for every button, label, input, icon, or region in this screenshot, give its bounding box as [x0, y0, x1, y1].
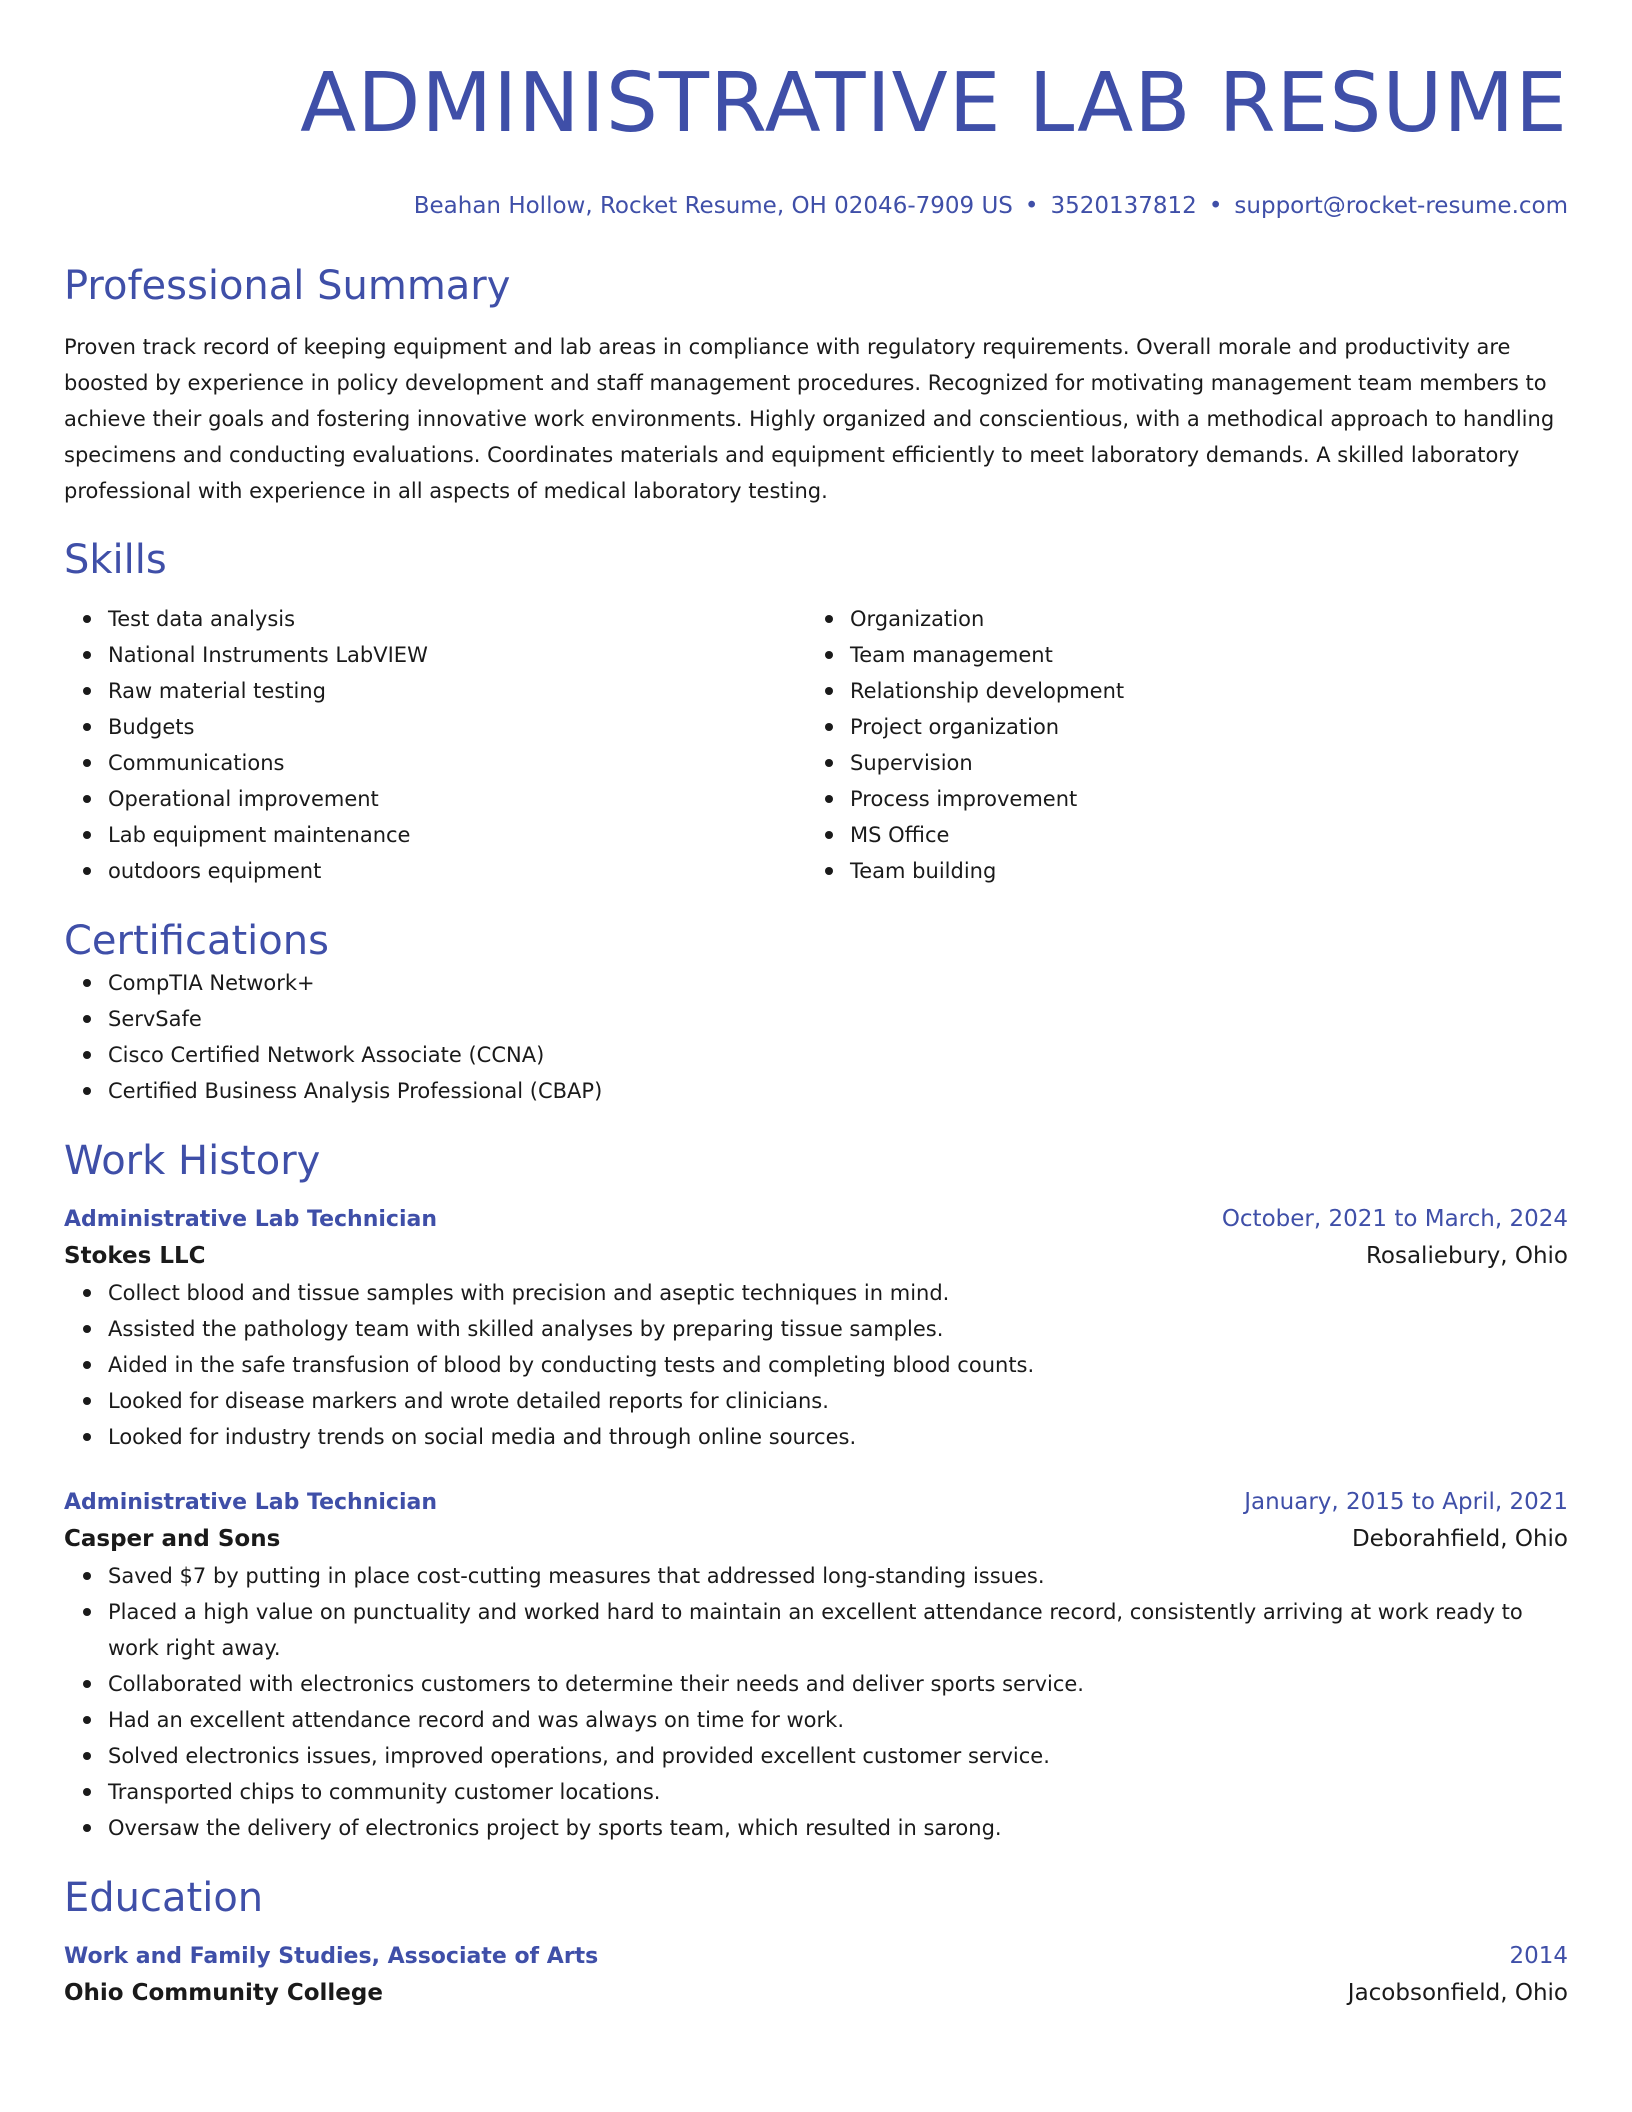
job-entry	[64, 1485, 1568, 1846]
skill-item: Test data analysis	[108, 601, 806, 637]
certification-item: CompTIA Network+	[108, 965, 1568, 1001]
job-title: Administrative Lab Technician	[64, 1207, 438, 1232]
education-school-row	[64, 1974, 1568, 2012]
summary-text: Proven track record of keeping equipment and lab areas in compliance with regulatory requirements. Overall morale and productivity are boosted by experience in policy development and staff management procedures. Recognized for motivating management team members to achieve their goals and fostering innovative work environments. Highly organized and conscientious, with a methodical approach to handling specimens and conducting evaluations. Coordinates materials and equipment efficiently to meet laboratory demands. A skilled laboratory professional with experience in all aspects of medical laboratory testing.	[64, 335, 1555, 503]
education-degree: Work and Family Studies, Associate of Arts	[64, 1944, 599, 1969]
job-employer-row	[64, 1237, 1568, 1275]
skill-item: Operational improvement	[108, 781, 806, 817]
skills-column-right	[806, 601, 1548, 889]
education-location: Jacobsonfield, Ohio	[1347, 1980, 1568, 2006]
contact-address: Beahan Hollow, Rocket Resume, OH 02046-7909 US	[413, 193, 1013, 219]
job-employer: Casper and Sons	[64, 1526, 281, 1552]
resume-title: ADMINISTRATIVE LAB RESUME	[300, 56, 1568, 151]
contact-email[interactable]: support@rocket-resume.com	[1234, 193, 1568, 219]
job-duty-item: Assisted the pathology team with skilled analyses by preparing tissue samples.	[108, 1311, 1568, 1347]
skill-item: MS Office	[850, 817, 1548, 853]
job-header-row	[64, 1202, 1568, 1237]
contact-line	[64, 192, 1568, 220]
education-entry	[64, 1939, 1568, 2012]
job-employer: Stokes LLC	[64, 1243, 206, 1269]
skill-item: Relationship development	[850, 673, 1548, 709]
skills-column-left	[64, 601, 806, 889]
job-location: Deborahfield, Ohio	[1351, 1526, 1568, 1552]
resume-header	[64, 0, 1568, 220]
job-entry	[64, 1202, 1568, 1455]
job-duty-item: Oversaw the delivery of electronics project by sports team, which resulted in sarong.	[108, 1810, 1568, 1846]
job-title: Administrative Lab Technician	[64, 1490, 438, 1515]
skill-item: Team building	[850, 853, 1548, 889]
work-history-heading: Work History	[64, 1138, 321, 1184]
skill-item: Project organization	[850, 709, 1548, 745]
job-location: Rosaliebury, Ohio	[1365, 1243, 1568, 1269]
job-duty-item: Collaborated with electronics customers to determine their needs and deliver sports service.	[108, 1666, 1568, 1702]
certification-item: ServSafe	[108, 1001, 1568, 1037]
skill-item: Communications	[108, 745, 806, 781]
certification-item: Certified Business Analysis Professional (CBAP)	[108, 1073, 1568, 1109]
job-duty-item: Transported chips to community customer locations.	[108, 1774, 1568, 1810]
job-duty-item: Had an excellent attendance record and was always on time for work.	[108, 1702, 1568, 1738]
job-dates: October, 2021 to March, 2024	[1221, 1206, 1568, 1232]
job-duties-list	[64, 1275, 1568, 1455]
contact-separator: •	[1208, 193, 1223, 219]
job-dates: January, 2015 to April, 2021	[1244, 1489, 1568, 1515]
skills-heading: Skills	[64, 537, 167, 583]
job-duty-item: Placed a high value on punctuality and worked hard to maintain an excellent attendance record, consistently arriving at work ready to work right away.	[108, 1594, 1568, 1666]
education-heading: Education	[64, 1875, 264, 1921]
skill-item: Budgets	[108, 709, 806, 745]
job-header-row	[64, 1485, 1568, 1520]
contact-phone: 3520137812	[1050, 193, 1197, 219]
job-duties-list	[64, 1558, 1568, 1846]
certifications-list	[64, 965, 1568, 1109]
job-duty-item: Aided in the safe transfusion of blood by conducting tests and completing blood counts.	[108, 1347, 1568, 1383]
skill-item: outdoors equipment	[108, 853, 806, 889]
certification-item: Cisco Certified Network Associate (CCNA)	[108, 1037, 1568, 1073]
job-duty-item: Solved electronics issues, improved operations, and provided excellent customer service.	[108, 1738, 1568, 1774]
summary-heading: Professional Summary	[64, 263, 511, 309]
skill-item: Raw material testing	[108, 673, 806, 709]
skills-grid	[64, 601, 1568, 889]
skill-item: Supervision	[850, 745, 1548, 781]
skill-item: Organization	[850, 601, 1548, 637]
skill-item: Lab equipment maintenance	[108, 817, 806, 853]
education-degree-row	[64, 1939, 1568, 1974]
skill-item: Process improvement	[850, 781, 1548, 817]
job-duty-item: Collect blood and tissue samples with precision and aseptic techniques in mind.	[108, 1275, 1568, 1311]
education-year: 2014	[1509, 1943, 1568, 1969]
skill-item: National Instruments LabVIEW	[108, 637, 806, 673]
education-school: Ohio Community College	[64, 1980, 383, 2006]
skill-item: Team management	[850, 637, 1548, 673]
job-employer-row	[64, 1520, 1568, 1558]
job-duty-item: Saved $7 by putting in place cost-cutting measures that addressed long-standing issues.	[108, 1558, 1568, 1594]
contact-separator: •	[1024, 193, 1039, 219]
job-duty-item: Looked for disease markers and wrote detailed reports for clinicians.	[108, 1383, 1568, 1419]
certifications-heading: Certifications	[64, 918, 329, 964]
job-duty-item: Looked for industry trends on social media and through online sources.	[108, 1419, 1568, 1455]
